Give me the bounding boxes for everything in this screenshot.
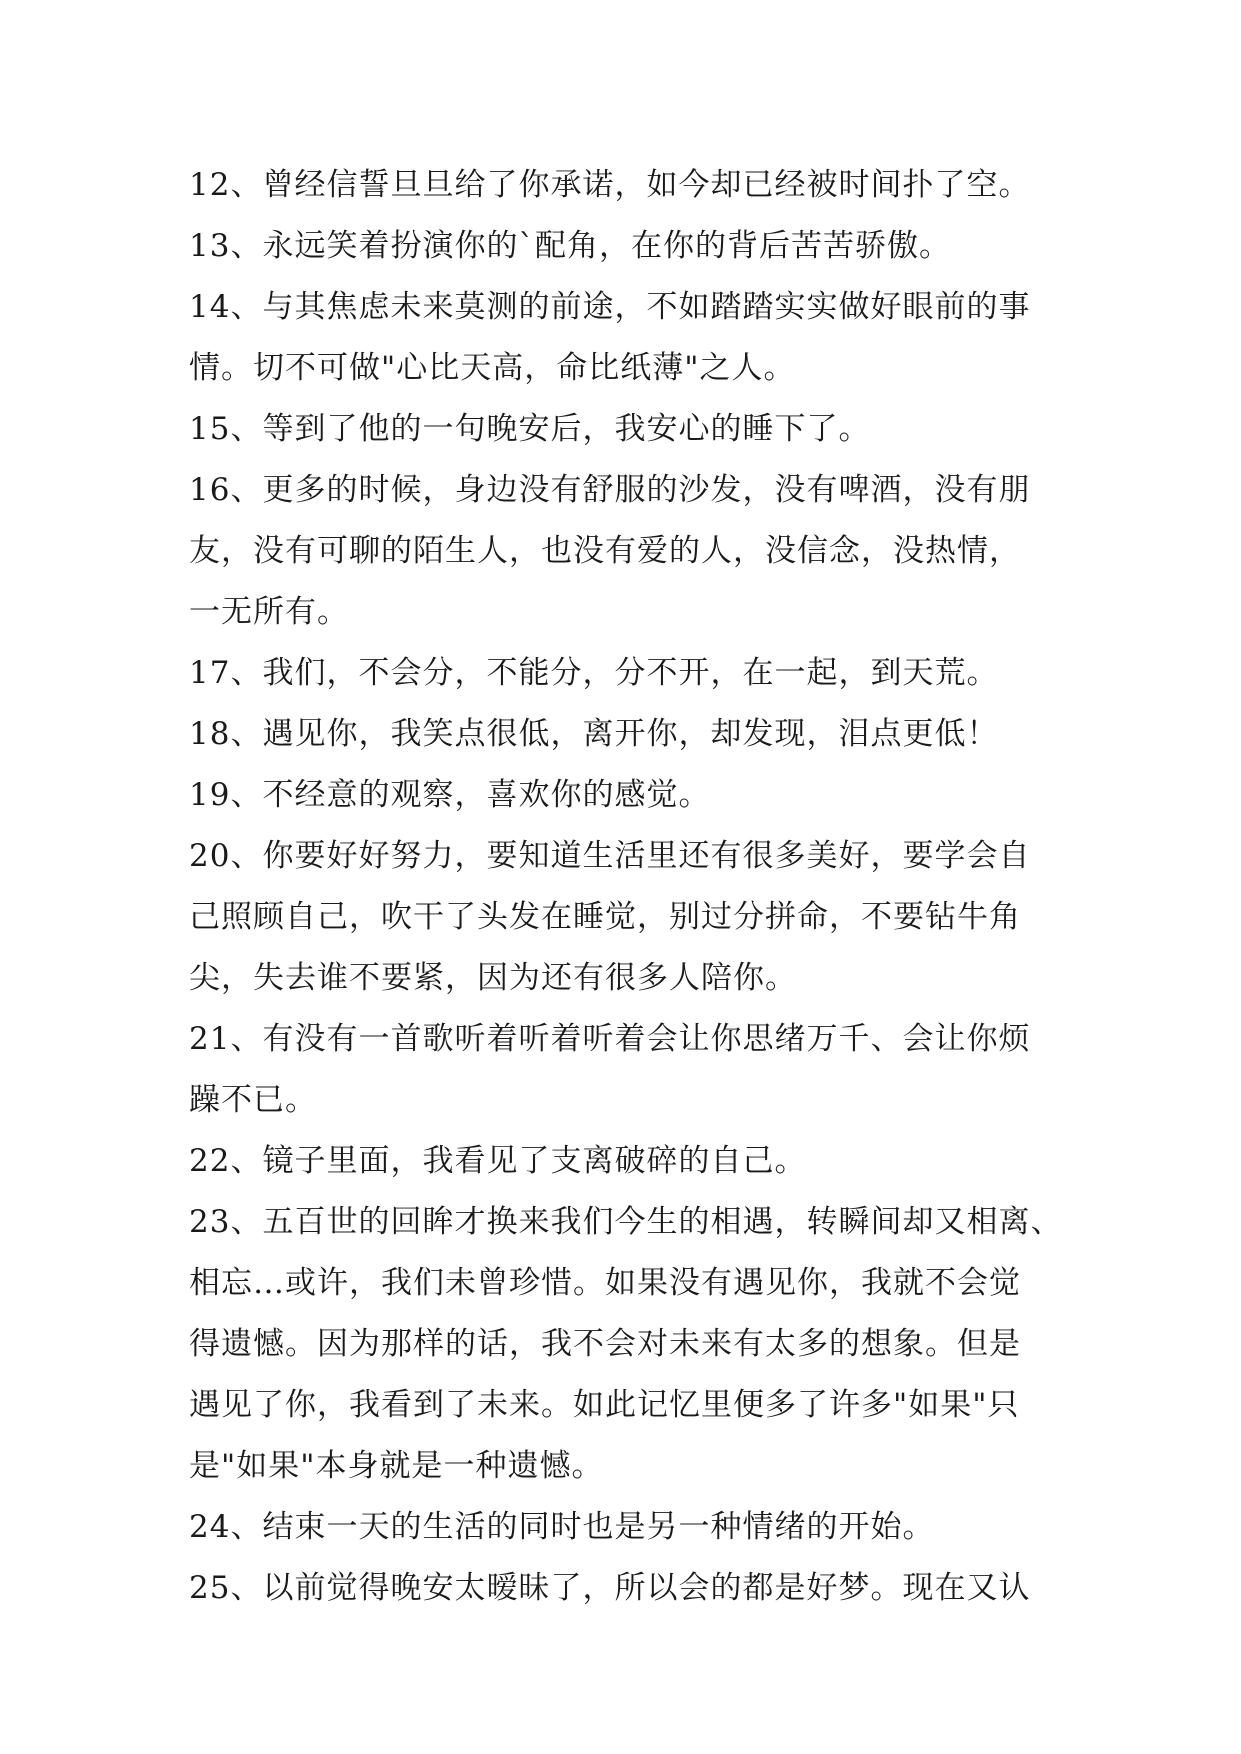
text-line: 相忘…或许，我们未曾珍惜。如果没有遇见你，我就不会觉 bbox=[189, 1265, 1021, 1301]
text-line: 14、与其焦虑未来莫测的前途，不如踏踏实实做好眼前的事 bbox=[189, 289, 1031, 325]
text-line: 17、我们，不会分，不能分，分不开，在一起，到天荒。 bbox=[189, 655, 999, 691]
text-line: 23、五百世的回眸才换来我们今生的相遇，转瞬间却又相离、 bbox=[189, 1204, 1063, 1240]
text-line: 一无所有。 bbox=[189, 594, 349, 630]
text-line: 友，没有可聊的陌生人，也没有爱的人，没信念，没热情， bbox=[189, 533, 1021, 569]
text-line: 得遗憾。因为那样的话，我不会对未来有太多的想象。但是 bbox=[189, 1326, 1021, 1362]
document-body bbox=[189, 155, 1069, 1619]
text-line: 13、永远笑着扮演你的`配角，在你的背后苦苦骄傲。 bbox=[189, 228, 951, 264]
text-line: 15、等到了他的一句晚安后，我安心的睡下了。 bbox=[189, 411, 871, 447]
text-line: 尖，失去谁不要紧，因为还有很多人陪你。 bbox=[189, 960, 797, 996]
text-line: 20、你要好好努力，要知道生活里还有很多美好，要学会自 bbox=[189, 838, 1031, 874]
text-line: 21、有没有一首歌听着听着听着会让你思绪万千、会让你烦 bbox=[189, 1021, 1031, 1057]
text-line: 16、更多的时候，身边没有舒服的沙发，没有啤酒，没有朋 bbox=[189, 472, 1031, 508]
text-line: 22、镜子里面，我看见了支离破碎的自己。 bbox=[189, 1143, 807, 1179]
text-line: 躁不已。 bbox=[189, 1082, 317, 1118]
text-line: 己照顾自己，吹干了头发在睡觉，别过分拼命，不要钻牛角 bbox=[189, 899, 1021, 935]
text-line: 19、不经意的观察，喜欢你的感觉。 bbox=[189, 777, 711, 813]
text-line: 18、遇见你，我笑点很低，离开你，却发现，泪点更低！ bbox=[189, 716, 999, 752]
text-line: 25、以前觉得晚安太暧昧了，所以会的都是好梦。现在又认 bbox=[189, 1570, 1031, 1606]
text-line: 24、结束一天的生活的同时也是另一种情绪的开始。 bbox=[189, 1509, 935, 1545]
text-line: 是"如果"本身就是一种遗憾。 bbox=[189, 1448, 604, 1484]
text-line: 12、曾经信誓旦旦给了你承诺，如今却已经被时间扑了空。 bbox=[189, 167, 1031, 203]
text-line: 遇见了你，我看到了未来。如此记忆里便多了许多"如果"只 bbox=[189, 1387, 1020, 1423]
text-line: 情。切不可做"心比天高，命比纸薄"之人。 bbox=[189, 350, 796, 386]
